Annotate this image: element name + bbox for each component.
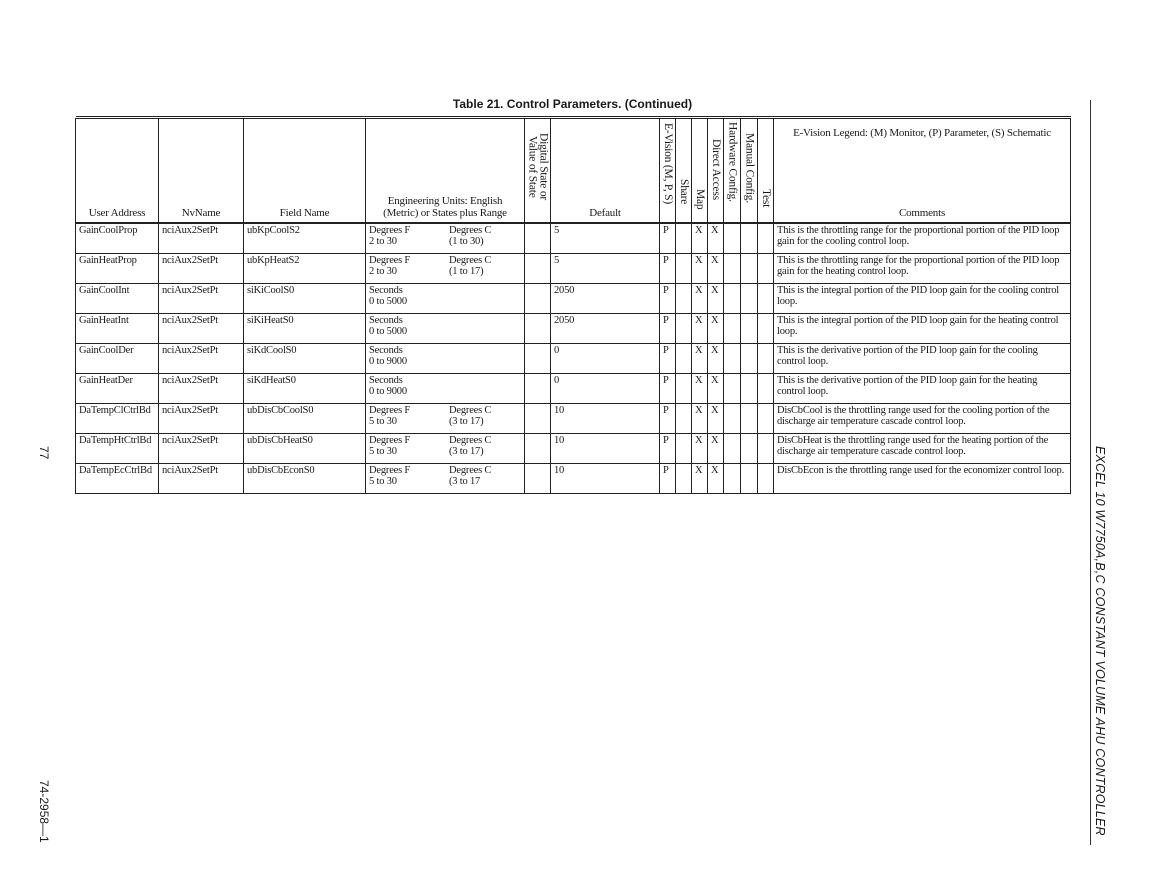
eng-units-metric: Degrees C [449, 465, 492, 476]
eng-units-line [369, 345, 521, 356]
header-field-name: Field Name [244, 119, 366, 224]
cell-evision: P [660, 434, 676, 464]
table-row [76, 434, 1071, 464]
cell-nv-name: nciAux2SetPt [159, 254, 244, 284]
eng-units-line [369, 266, 521, 277]
cell-engineering-units [366, 254, 525, 284]
cell-comments: DisCbHeat is the throttling range used for the heating portion of the discharge air temperature cascade control loop. [774, 434, 1071, 464]
cell-digital-state [525, 344, 551, 374]
cell-field-name: ubDisCbEconS0 [244, 464, 366, 494]
header-direct-access [708, 119, 724, 224]
cell-default: 10 [551, 434, 660, 464]
cell-user-address: GainCoolProp [76, 223, 159, 254]
cell-comments: This is the integral portion of the PID loop gain for the heating control loop. [774, 314, 1071, 344]
eng-units-metric: Degrees C [449, 225, 492, 236]
cell-manual-config [741, 434, 758, 464]
cell-user-address: GainCoolDer [76, 344, 159, 374]
header-manual-config [741, 119, 758, 224]
eng-units-line [369, 465, 521, 476]
cell-nv-name: nciAux2SetPt [159, 434, 244, 464]
table-row [76, 314, 1071, 344]
cell-direct-access: X [708, 314, 724, 344]
cell-default: 0 [551, 344, 660, 374]
cell-comments: This is the derivative portion of the PID loop gain for the heating control loop. [774, 374, 1071, 404]
cell-map: X [692, 284, 708, 314]
cell-digital-state [525, 434, 551, 464]
eng-units-line [369, 225, 521, 236]
cell-user-address: DaTempClCtrlBd [76, 404, 159, 434]
cell-digital-state [525, 314, 551, 344]
cell-nv-name: nciAux2SetPt [159, 344, 244, 374]
cell-default: 5 [551, 254, 660, 284]
cell-manual-config [741, 284, 758, 314]
cell-field-name: ubKpCoolS2 [244, 223, 366, 254]
cell-manual-config [741, 464, 758, 494]
eng-units-english: Seconds [369, 375, 403, 386]
cell-nv-name: nciAux2SetPt [159, 404, 244, 434]
cell-digital-state [525, 254, 551, 284]
header-digital-state-label: Digital State or Value of State [526, 133, 550, 201]
cell-field-name: ubDisCbHeatS0 [244, 434, 366, 464]
cell-share [676, 254, 692, 284]
cell-digital-state [525, 374, 551, 404]
cell-test [758, 254, 774, 284]
cell-digital-state [525, 404, 551, 434]
eng-units-metric: Degrees C [449, 255, 492, 266]
cell-nv-name: nciAux2SetPt [159, 374, 244, 404]
eng-units-line [369, 476, 521, 487]
cell-evision: P [660, 344, 676, 374]
cell-map: X [692, 254, 708, 284]
cell-share [676, 404, 692, 434]
cell-user-address: GainHeatInt [76, 314, 159, 344]
cell-engineering-units [366, 344, 525, 374]
cell-share [676, 223, 692, 254]
cell-user-address: DaTempEcCtrlBd [76, 464, 159, 494]
cell-share [676, 284, 692, 314]
eng-units-line [369, 236, 521, 247]
cell-map: X [692, 404, 708, 434]
table-row [76, 284, 1071, 314]
eng-units-line [369, 326, 521, 337]
eng-units-english: 0 to 5000 [369, 296, 407, 307]
cell-comments: This is the throttling range for the proportional portion of the PID loop gain for the heating control loop. [774, 254, 1071, 284]
eng-units-english: 2 to 30 [369, 236, 397, 247]
header-default: Default [551, 119, 660, 224]
cell-manual-config [741, 254, 758, 284]
header-comments [774, 119, 1071, 224]
right-margin-rule [1090, 100, 1091, 845]
eng-units-line [369, 315, 521, 326]
cell-hardware-config [724, 344, 741, 374]
eng-units-english: 0 to 9000 [369, 356, 407, 367]
cell-test [758, 434, 774, 464]
eng-units-line [369, 405, 521, 416]
cell-direct-access: X [708, 374, 724, 404]
cell-map: X [692, 434, 708, 464]
table-row [76, 344, 1071, 374]
cell-engineering-units [366, 223, 525, 254]
eng-units-metric: Degrees C [449, 435, 492, 446]
cell-engineering-units [366, 284, 525, 314]
eng-units-metric: (3 to 17 [449, 476, 481, 487]
cell-share [676, 464, 692, 494]
cell-comments: This is the integral portion of the PID loop gain for the cooling control loop. [774, 284, 1071, 314]
header-share-label: Share [678, 179, 690, 205]
cell-map: X [692, 344, 708, 374]
cell-manual-config [741, 223, 758, 254]
cell-hardware-config [724, 223, 741, 254]
table-row [76, 223, 1071, 254]
header-map [692, 119, 708, 224]
cell-engineering-units [366, 464, 525, 494]
table-row [76, 464, 1071, 494]
cell-default: 2050 [551, 284, 660, 314]
table-header-row [76, 119, 1071, 224]
cell-comments: This is the derivative portion of the PID loop gain for the cooling control loop. [774, 344, 1071, 374]
cell-engineering-units [366, 434, 525, 464]
evision-legend: E-Vision Legend: (M) Monitor, (P) Parameter, (S) Schematic [793, 127, 1051, 139]
header-evision [660, 119, 676, 224]
cell-direct-access: X [708, 223, 724, 254]
cell-share [676, 374, 692, 404]
cell-field-name: ubKpHeatS2 [244, 254, 366, 284]
cell-digital-state [525, 464, 551, 494]
cell-nv-name: nciAux2SetPt [159, 223, 244, 254]
cell-digital-state [525, 284, 551, 314]
control-parameters-table [75, 116, 1071, 494]
cell-hardware-config [724, 374, 741, 404]
eng-units-english: Seconds [369, 315, 403, 326]
cell-test [758, 374, 774, 404]
eng-units-metric: (3 to 17) [449, 446, 484, 457]
cell-direct-access: X [708, 254, 724, 284]
cell-manual-config [741, 344, 758, 374]
cell-map: X [692, 464, 708, 494]
cell-user-address: GainHeatDer [76, 374, 159, 404]
cell-hardware-config [724, 434, 741, 464]
cell-user-address: GainCoolInt [76, 284, 159, 314]
eng-units-english: 5 to 30 [369, 416, 397, 427]
header-share [676, 119, 692, 224]
cell-engineering-units [366, 314, 525, 344]
cell-default: 2050 [551, 314, 660, 344]
cell-manual-config [741, 374, 758, 404]
cell-comments: DisCbCool is the throttling range used for the cooling portion of the discharge air temperature cascade control loop. [774, 404, 1071, 434]
header-comments-label: Comments [898, 207, 946, 219]
eng-units-metric: (1 to 17) [449, 266, 484, 277]
cell-test [758, 223, 774, 254]
cell-evision: P [660, 284, 676, 314]
eng-units-english: Degrees F [369, 465, 411, 476]
cell-evision: P [660, 254, 676, 284]
document-number: 74-2958—1 [37, 780, 51, 843]
cell-evision: P [660, 223, 676, 254]
cell-default: 5 [551, 223, 660, 254]
cell-engineering-units [366, 404, 525, 434]
cell-evision: P [660, 464, 676, 494]
cell-evision: P [660, 374, 676, 404]
page-number: 77 [37, 446, 51, 460]
eng-units-line [369, 285, 521, 296]
cell-hardware-config [724, 254, 741, 284]
cell-hardware-config [724, 284, 741, 314]
header-manual-config-label: Manual Config. [743, 133, 756, 204]
cell-comments: This is the throttling range for the proportional portion of the PID loop gain for the cooling control loop. [774, 223, 1071, 254]
cell-share [676, 314, 692, 344]
eng-units-line [369, 296, 521, 307]
header-digital-state [525, 119, 551, 224]
eng-units-english: Degrees F [369, 255, 411, 266]
table-title: Table 21. Control Parameters. (Continued) [452, 97, 693, 111]
eng-units-english: 0 to 5000 [369, 326, 407, 337]
cell-test [758, 314, 774, 344]
cell-share [676, 344, 692, 374]
cell-direct-access: X [708, 434, 724, 464]
cell-direct-access: X [708, 284, 724, 314]
cell-user-address: GainHeatProp [76, 254, 159, 284]
header-evision-label: E-Vision (M, P, S) [662, 123, 674, 205]
cell-default: 10 [551, 404, 660, 434]
eng-units-line [369, 375, 521, 386]
cell-manual-config [741, 404, 758, 434]
cell-default: 0 [551, 374, 660, 404]
eng-units-line [369, 255, 521, 266]
cell-digital-state [525, 223, 551, 254]
cell-nv-name: nciAux2SetPt [159, 314, 244, 344]
eng-units-line [369, 416, 521, 427]
cell-test [758, 464, 774, 494]
cell-manual-config [741, 314, 758, 344]
cell-test [758, 344, 774, 374]
cell-hardware-config [724, 314, 741, 344]
header-user-address: User Address [76, 119, 159, 224]
cell-engineering-units [366, 374, 525, 404]
eng-units-english: Seconds [369, 345, 403, 356]
header-direct-access-label: Direct Access [710, 139, 722, 200]
header-nv-name: NvName [159, 119, 244, 224]
cell-nv-name: nciAux2SetPt [159, 284, 244, 314]
eng-units-metric: (3 to 17) [449, 416, 484, 427]
header-engineering-units: Engineering Units: English (Metric) or States plus Range [366, 119, 525, 224]
eng-units-english: 0 to 9000 [369, 386, 407, 397]
eng-units-english: 2 to 30 [369, 266, 397, 277]
cell-hardware-config [724, 404, 741, 434]
eng-units-english: Degrees F [369, 435, 411, 446]
table-row [76, 374, 1071, 404]
header-hardware-config [724, 119, 741, 224]
eng-units-english: Degrees F [369, 225, 411, 236]
cell-evision: P [660, 314, 676, 344]
cell-field-name: siKdHeatS0 [244, 374, 366, 404]
eng-units-english: 5 to 30 [369, 446, 397, 457]
eng-units-line [369, 356, 521, 367]
table-row [76, 404, 1071, 434]
table-row [76, 254, 1071, 284]
running-title: EXCEL 10 W7750A,B,C CONSTANT VOLUME AHU CONTROLLER [1093, 446, 1107, 836]
eng-units-line [369, 386, 521, 397]
cell-field-name: ubDisCbCoolS0 [244, 404, 366, 434]
cell-comments: DisCbEcon is the throttling range used for the economizer control loop. [774, 464, 1071, 494]
header-map-label: Map [694, 189, 706, 210]
cell-direct-access: X [708, 464, 724, 494]
cell-direct-access: X [708, 404, 724, 434]
cell-share [676, 434, 692, 464]
cell-nv-name: nciAux2SetPt [159, 464, 244, 494]
eng-units-english: 5 to 30 [369, 476, 397, 487]
cell-default: 10 [551, 464, 660, 494]
eng-units-line [369, 446, 521, 457]
cell-test [758, 404, 774, 434]
cell-user-address: DaTempHtCtrlBd [76, 434, 159, 464]
eng-units-english: Degrees F [369, 405, 411, 416]
header-hardware-config-label: Hardware Config. [726, 122, 739, 202]
cell-direct-access: X [708, 344, 724, 374]
cell-map: X [692, 223, 708, 254]
header-test [758, 119, 774, 224]
eng-units-line [369, 435, 521, 446]
cell-map: X [692, 374, 708, 404]
eng-units-english: Seconds [369, 285, 403, 296]
cell-field-name: siKiCoolS0 [244, 284, 366, 314]
eng-units-metric: (1 to 30) [449, 236, 484, 247]
cell-evision: P [660, 404, 676, 434]
cell-map: X [692, 314, 708, 344]
cell-test [758, 284, 774, 314]
header-test-label: Test [760, 189, 772, 208]
eng-units-metric: Degrees C [449, 405, 492, 416]
cell-field-name: siKiHeatS0 [244, 314, 366, 344]
cell-field-name: siKdCoolS0 [244, 344, 366, 374]
cell-hardware-config [724, 464, 741, 494]
